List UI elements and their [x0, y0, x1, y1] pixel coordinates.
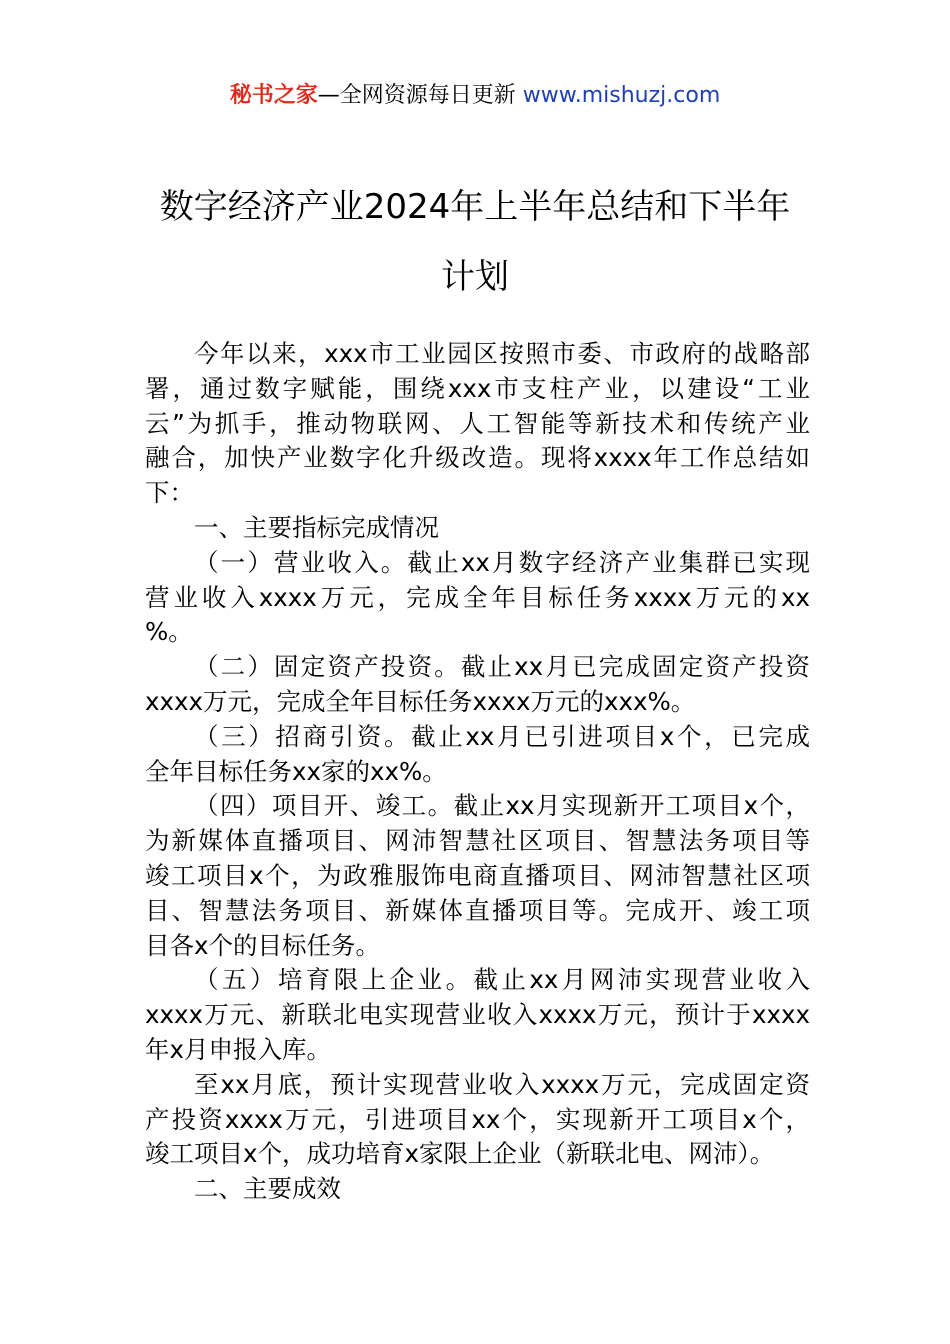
text-line: 竣工项目x个，成功培育x家限上企业（新联北电、网沛）。	[145, 1139, 775, 1169]
text-line: 云”为抓手，推动物联网、人工智能等新技术和传统产业	[145, 408, 810, 438]
text-line: （一）营业收入。截止xx月数字经济产业集群已实现	[194, 547, 810, 577]
text-line: （四）项目开、竣工。截止xx月实现新开工项目x个，	[194, 791, 810, 821]
text-line: （三）招商引资。截止xx月已引进项目x个，已完成	[194, 721, 810, 751]
paragraph-investment	[145, 720, 810, 790]
text-line: 一、主要指标完成情况	[194, 512, 439, 542]
text-line: 全年目标任务xx家的xx%。	[145, 756, 447, 786]
text-line: （五）培育限上企业。截止xx月网沛实现营业收入	[194, 965, 810, 995]
text-line: %。	[145, 617, 193, 647]
text-line: （二）固定资产投资。截止xx月已完成固定资产投资	[194, 652, 810, 682]
text-line: 营业收入xxxx万元，完成全年目标任务xxxx万元的xx	[145, 582, 810, 612]
text-line: 至xx月底，预计实现营业收入xxxx万元，完成固定资	[194, 1069, 810, 1099]
title-line-1: 数字经济产业2024年上半年总结和下半年	[159, 187, 791, 227]
site-tagline: —全网资源每日更新	[317, 83, 523, 108]
site-header	[0, 80, 950, 112]
text-line: 竣工项目x个，为政雅服饰电商直播项目、网沛智慧社区项	[145, 860, 810, 890]
paragraph-fixed-assets	[145, 650, 810, 720]
text-line: 目各x个的目标任务。	[145, 930, 380, 960]
text-line: 下：	[145, 478, 194, 508]
section-heading-1	[145, 511, 810, 546]
text-line: 今年以来，xxx市工业园区按照市委、市政府的战略部	[194, 339, 810, 368]
paragraph-projects	[145, 789, 810, 963]
text-line: 年x月申报入库。	[145, 1034, 331, 1064]
paragraph-summary	[145, 1068, 810, 1172]
text-line: 二、主要成效	[194, 1174, 341, 1204]
document-body	[145, 337, 810, 1207]
document-title	[90, 172, 860, 312]
text-line: 署，通过数字赋能，围绕xxx市支柱产业，以建设“工业	[145, 373, 810, 403]
paragraph-intro	[145, 337, 810, 511]
title-line-2: 计划	[441, 257, 509, 297]
site-brand: 秘书之家	[229, 83, 318, 108]
paragraph-enterprises	[145, 963, 810, 1067]
text-line: 为新媒体直播项目、网沛智慧社区项目、智慧法务项目等	[145, 826, 810, 856]
text-line: xxxx万元、新联北电实现营业收入xxxx万元，预计于xxxx	[145, 1000, 810, 1030]
text-line: xxxx万元，完成全年目标任务xxxx万元的xxx%。	[145, 686, 696, 716]
section-heading-2	[145, 1172, 810, 1207]
text-line: 融合，加快产业数字化升级改造。现将xxxx年工作总结如	[145, 443, 810, 473]
text-line: 目、智慧法务项目、新媒体直播项目等。完成开、竣工项	[145, 895, 810, 925]
text-line: 产投资xxxx万元，引进项目xx个，实现新开工项目x个，	[145, 1104, 810, 1134]
site-url-link[interactable]: www.mishuzj.com	[522, 83, 721, 108]
paragraph-revenue	[145, 546, 810, 650]
